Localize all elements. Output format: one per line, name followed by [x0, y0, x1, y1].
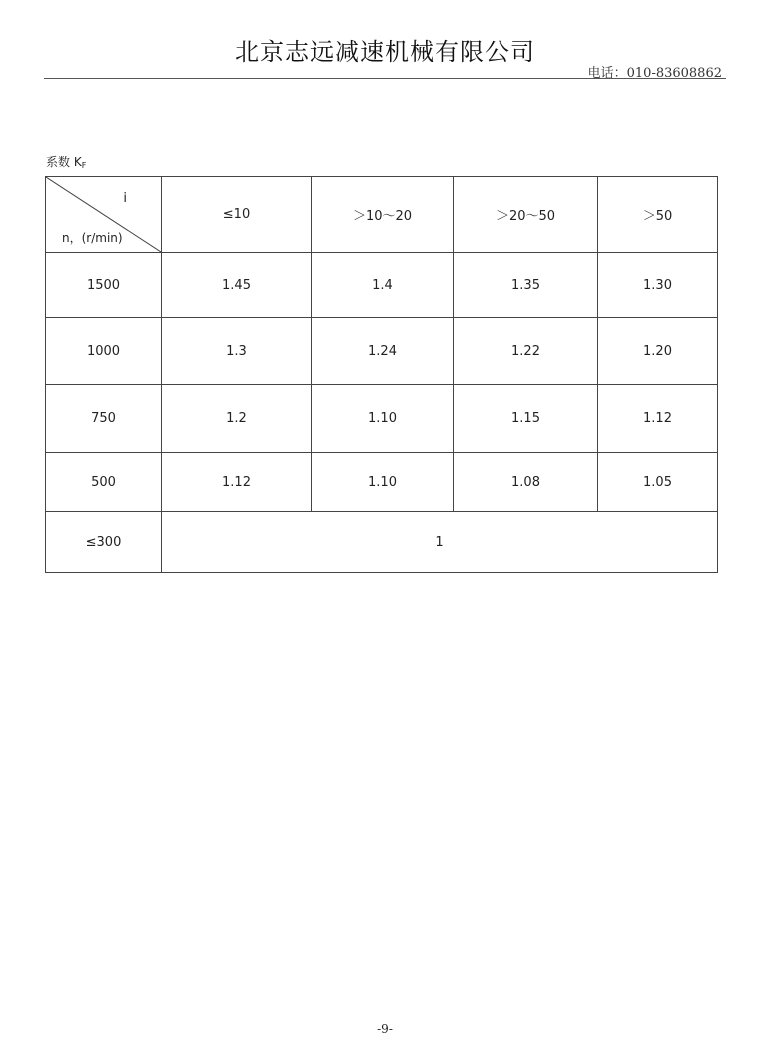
table-cell: 1.15 [454, 385, 598, 453]
table-row [46, 253, 718, 318]
column-header: ＞10～20 [312, 177, 454, 253]
diagonal-corner-cell [46, 177, 162, 253]
row-speed-label: 1000 [46, 318, 162, 385]
table-cell: 1.10 [312, 385, 454, 453]
table-cell: 1.12 [598, 385, 718, 453]
table-row [46, 453, 718, 512]
phone-number: 电话：010-83608862 [587, 66, 722, 81]
row-speed-label: 750 [46, 385, 162, 453]
table-cell: 1.3 [162, 318, 312, 385]
table-cell: 1.45 [162, 253, 312, 318]
table-cell: 1.2 [162, 385, 312, 453]
table-header-row [46, 177, 718, 253]
table-row [46, 512, 718, 573]
table-cell: 1.35 [454, 253, 598, 318]
row-speed-label: 500 [46, 453, 162, 512]
page-number: -9- [377, 1022, 393, 1036]
corner-label-speed: n，(r/min) [62, 231, 123, 245]
merged-table-cell: 1 [162, 512, 718, 573]
kf-coefficient-table [45, 176, 718, 573]
caption-main: 系数 K [46, 155, 82, 169]
table-cell: 1.22 [454, 318, 598, 385]
table-cell: 1.10 [312, 453, 454, 512]
table-cell: 1.4 [312, 253, 454, 318]
column-header: ≤10 [162, 177, 312, 253]
table-cell: 1.08 [454, 453, 598, 512]
table-cell: 1.12 [162, 453, 312, 512]
header-rule [44, 78, 726, 79]
table-row [46, 385, 718, 453]
table-cell: 1.24 [312, 318, 454, 385]
row-speed-label: 1500 [46, 253, 162, 318]
column-header: ＞50 [598, 177, 718, 253]
table-cell: 1.20 [598, 318, 718, 385]
table-cell: 1.05 [598, 453, 718, 512]
row-speed-label: ≤300 [46, 512, 162, 573]
column-header: ＞20～50 [454, 177, 598, 253]
table-cell: 1.30 [598, 253, 718, 318]
corner-label-ratio: i [123, 191, 127, 206]
company-title: 北京志远减速机械有限公司 [235, 38, 535, 66]
table-caption [46, 153, 86, 170]
caption-subscript: F [81, 161, 87, 170]
table-row [46, 318, 718, 385]
